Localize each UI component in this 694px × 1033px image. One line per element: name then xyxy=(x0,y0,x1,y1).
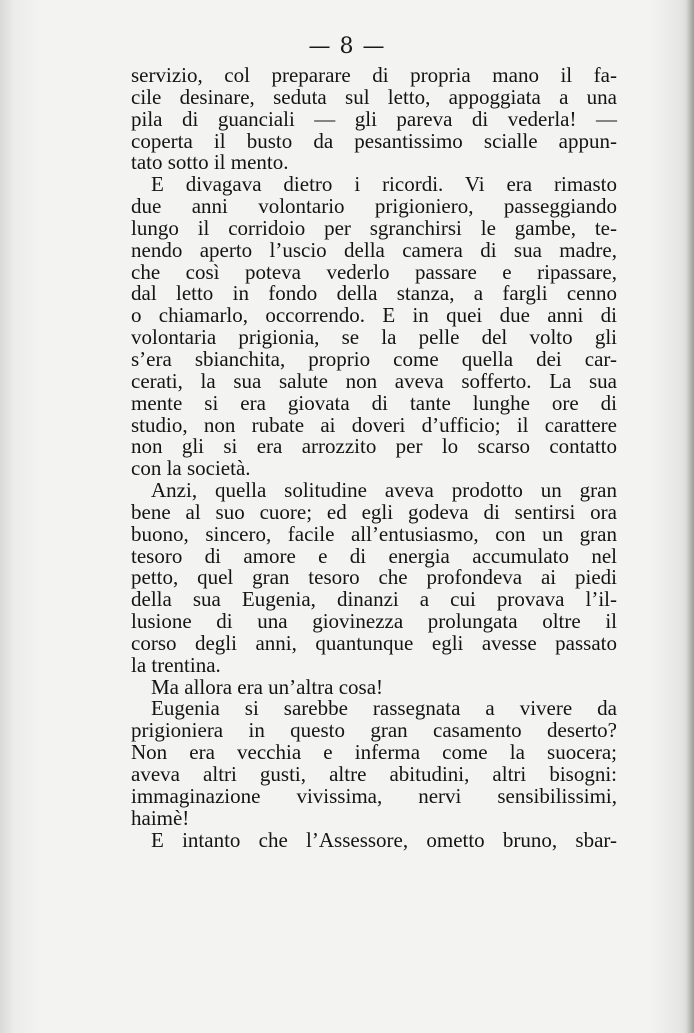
text-line: cerati, la sua salute non aveva sofferto. La sua xyxy=(131,368,617,393)
text-line: aveva altri gusti, altre abitudini, altri bisogni: xyxy=(131,762,617,786)
text-line: immaginazione vivissima, nervi sensibilissimi, xyxy=(131,783,617,808)
text-line: la trentina. xyxy=(131,652,221,677)
text-line: pila di guanciali — gli pareva di vederla! — xyxy=(131,106,617,131)
text-line: bene al suo cuore; ed egli godeva di sentirsi ora xyxy=(131,499,617,524)
text-line: petto, quel gran tesoro che profondeva ai piedi xyxy=(131,565,617,590)
text-line: lungo il corridoio per sgranchirsi le gambe, te- xyxy=(131,215,617,240)
page-edge-shadow xyxy=(686,0,694,1033)
text-line: Eugenia si sarebbe rassegnata a vivere da xyxy=(151,696,617,721)
text-line: E divagava dietro i ricordi. Vi era rimasto xyxy=(151,172,617,197)
page-number: — 8 — xyxy=(308,34,386,59)
text-line: nendo aperto l’uscio della camera di sua madre, xyxy=(131,237,617,262)
text-line: due anni volontario prigioniero, passeggiando xyxy=(131,194,617,219)
text-line: servizio, col preparare di propria mano il fa- xyxy=(131,63,617,87)
text-line: prigioniera in questo gran casamento deserto? xyxy=(131,718,617,743)
text-line: coperta il busto da pesantissimo scialle appun- xyxy=(131,128,617,153)
text-line: mente si era giovata di tante lunghe ore di xyxy=(131,390,617,415)
text-line: che così poteva vederlo passare e ripassare, xyxy=(131,259,617,284)
text-line: corso degli anni, quantunque egli avesse passato xyxy=(131,630,617,655)
text-line: o chiamarlo, occorrendo. E in quei due anni di xyxy=(131,303,617,328)
text-line: non gli si era arrozzito per lo scarso contatto xyxy=(131,434,617,459)
text-line: tesoro di amore e di energia accumulato nel xyxy=(131,543,617,568)
text-line: s’era sbianchita, proprio come quella dei car- xyxy=(131,346,617,371)
text-line: buono, sincero, facile all’entusiasmo, con un gran xyxy=(131,521,617,546)
text-line: tato sotto il mento. xyxy=(131,150,289,175)
text-line: dal letto in fondo della stanza, a fargli cenno xyxy=(131,281,617,306)
text-line: volontaria prigionia, se la pelle del volto gli xyxy=(131,325,617,350)
text-line: E intanto che l’Assessore, ometto bruno, sbar- xyxy=(151,827,617,852)
text-line: con la società. xyxy=(131,456,251,481)
text-line: haimè! xyxy=(131,805,190,830)
text-line: studio, non rubate ai doveri d’ufficio; il carattere xyxy=(131,412,617,437)
text-line: Non era vecchia e inferma come la suocera; xyxy=(131,740,617,765)
text-line: cile desinare, seduta sul letto, appoggiata a una xyxy=(131,84,617,109)
text-line: Ma allora era un’altra cosa! xyxy=(151,674,384,699)
text-line: della sua Eugenia, dinanzi a cui provava l’il- xyxy=(131,587,617,612)
text-line: Anzi, quella solitudine aveva prodotto un gran xyxy=(151,478,617,503)
body-text xyxy=(131,65,617,851)
text-line: lusione di una giovinezza prolungata oltre il xyxy=(131,609,617,634)
